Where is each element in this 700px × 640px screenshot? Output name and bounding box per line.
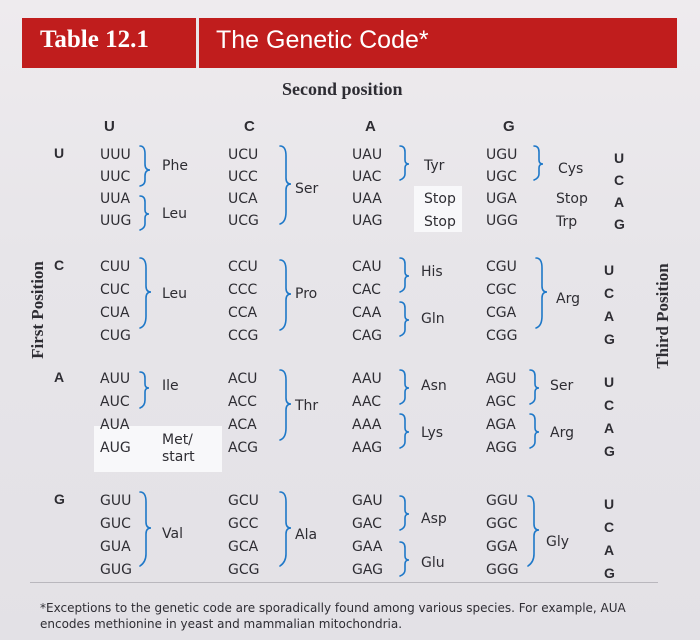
codon-cga: CGA — [486, 305, 517, 321]
brace-pro — [280, 260, 291, 330]
codon-ucc: UCC — [228, 169, 258, 185]
codon-gca: GCA — [228, 539, 259, 555]
codon-uag: UAG — [352, 213, 383, 229]
aa-cys: Cys — [558, 161, 584, 177]
codon-auc: AUC — [100, 394, 130, 410]
aa-ala: Ala — [295, 527, 318, 543]
codon-ccg: CCG — [228, 328, 259, 344]
codon-ucg: UCG — [228, 213, 259, 229]
codon-cuc: CUC — [100, 282, 130, 298]
first-position-label: First Position — [28, 261, 47, 359]
brace-arg-cg — [536, 258, 547, 328]
codon-ucu: UCU — [228, 147, 259, 163]
codon-uuu: UUU — [100, 147, 131, 163]
codon-ggc: GGC — [486, 516, 518, 532]
codon-agu: AGU — [486, 371, 517, 387]
codon-gga: GGA — [486, 539, 518, 555]
first-base-g: G — [54, 491, 65, 507]
aa-his: His — [421, 264, 443, 280]
codon-uuc: UUC — [100, 169, 131, 185]
aa-stop-uag: Stop — [424, 214, 456, 230]
codon-ccu: CCU — [228, 259, 258, 275]
codon-caa: CAA — [352, 305, 382, 321]
third-base-g-c: C — [604, 519, 615, 535]
brace-glu — [400, 542, 409, 576]
aa-pro: Pro — [295, 286, 318, 302]
third-base-a-u: U — [604, 374, 615, 390]
aa-lys: Lys — [421, 425, 444, 441]
aa-asn: Asn — [421, 378, 447, 394]
codon-uga: UGA — [486, 191, 517, 207]
codon-cau: CAU — [352, 259, 382, 275]
codon-acu: ACU — [228, 371, 258, 387]
codon-ugu: UGU — [486, 147, 518, 163]
first-base-u: U — [54, 145, 65, 161]
codon-uac: UAC — [352, 169, 382, 185]
third-base-c-c: C — [604, 285, 615, 301]
third-base-u-g: G — [614, 216, 625, 232]
codon-cgc: CGC — [486, 282, 517, 298]
third-base-g-g: G — [604, 565, 615, 581]
codon-aag: AAG — [352, 440, 383, 456]
codon-ugc: UGC — [486, 169, 517, 185]
brace-asn — [400, 370, 409, 404]
brace-cys — [534, 146, 543, 180]
codon-uca: UCA — [228, 191, 258, 207]
codon-aca: ACA — [228, 417, 257, 433]
codon-uaa: UAA — [352, 191, 382, 207]
brace-lys — [400, 414, 409, 448]
aa-stop-uaa: Stop — [424, 191, 456, 207]
codon-ggu: GGU — [486, 493, 518, 509]
third-base-a-a: A — [604, 420, 615, 436]
codon-ugg: UGG — [486, 213, 518, 229]
codon-guc: GUC — [100, 516, 131, 532]
first-base-a: A — [54, 369, 65, 385]
brace-thr — [280, 370, 291, 440]
codon-gcg: GCG — [228, 562, 260, 578]
second-base-c: C — [244, 118, 255, 135]
table-number: Table 12.1 — [40, 26, 149, 53]
third-position-label: Third Position — [653, 263, 672, 369]
brace-ser-ag — [530, 370, 539, 404]
codon-ccc: CCC — [228, 282, 258, 298]
second-base-u: U — [104, 118, 115, 135]
third-base-g-a: A — [604, 542, 615, 558]
footnote-rule — [30, 582, 658, 583]
brace-asp — [400, 496, 409, 530]
codon-uua: UUA — [100, 191, 131, 207]
codon-cuu: CUU — [100, 259, 131, 275]
codon-cgu: CGU — [486, 259, 517, 275]
second-position-label: Second position — [282, 79, 403, 99]
codon-gcc: GCC — [228, 516, 259, 532]
aa-stop-uga: Stop — [556, 191, 588, 207]
codon-gaa: GAA — [352, 539, 383, 555]
header-divider — [196, 18, 199, 68]
aa-thr: Thr — [295, 398, 319, 414]
codon-cag: CAG — [352, 328, 382, 344]
codon-auu: AUU — [100, 371, 131, 387]
third-base-g-u: U — [604, 496, 615, 512]
aa-val: Val — [162, 526, 183, 542]
brace-leu-cu — [140, 258, 151, 328]
codon-aau: AAU — [352, 371, 382, 387]
codon-gac: GAC — [352, 516, 382, 532]
aa-gly: Gly — [546, 534, 570, 550]
first-base-c: C — [54, 257, 65, 273]
third-base-u-c: C — [614, 172, 625, 188]
third-base-a-g: G — [604, 443, 615, 459]
brace-tyr — [400, 146, 409, 180]
aa-met-start: Met/ start — [162, 432, 195, 465]
aa-ser-ag: Ser — [550, 378, 574, 394]
codon-uug: UUG — [100, 213, 132, 229]
third-base-u-a: A — [614, 194, 625, 210]
brace-gln — [400, 302, 409, 336]
aa-gln: Gln — [421, 311, 445, 327]
brace-ala — [280, 492, 291, 566]
third-base-a-c: C — [604, 397, 615, 413]
aa-trp: Trp — [556, 214, 578, 230]
codon-cca: CCA — [228, 305, 258, 321]
codon-cac: CAC — [352, 282, 381, 298]
codon-aua: AUA — [100, 417, 130, 433]
codon-cug: CUG — [100, 328, 131, 344]
brace-ser — [280, 146, 291, 224]
aa-leu-cu: Leu — [162, 286, 188, 302]
aa-phe: Phe — [162, 158, 188, 174]
aa-arg-ag: Arg — [550, 425, 574, 441]
aa-asp: Asp — [421, 511, 447, 527]
third-base-u-u: U — [614, 150, 625, 166]
codon-aug: AUG — [100, 440, 131, 456]
codon-cgg: CGG — [486, 328, 518, 344]
aa-ile: Ile — [162, 378, 179, 394]
codon-ggg: GGG — [486, 562, 519, 578]
codon-acc: ACC — [228, 394, 257, 410]
codon-agc: AGC — [486, 394, 516, 410]
codon-gag: GAG — [352, 562, 384, 578]
codon-aga: AGA — [486, 417, 516, 433]
brace-leu-uu — [140, 196, 149, 230]
codon-uau: UAU — [352, 147, 383, 163]
brace-arg-ag — [530, 414, 539, 448]
third-base-c-g: G — [604, 331, 615, 347]
codon-gua: GUA — [100, 539, 131, 555]
second-base-g: G — [503, 118, 515, 135]
aa-tyr: Tyr — [424, 158, 445, 174]
codon-agg: AGG — [486, 440, 518, 456]
second-base-a: A — [365, 118, 376, 135]
table-title: The Genetic Code* — [216, 26, 429, 54]
brace-phe — [140, 146, 150, 186]
brace-gly — [528, 496, 539, 566]
third-base-c-u: U — [604, 262, 615, 278]
aa-glu: Glu — [421, 555, 445, 571]
codon-cua: CUA — [100, 305, 130, 321]
aa-ser-uc: Ser — [295, 181, 319, 197]
codon-gug: GUG — [100, 562, 132, 578]
aa-leu-uu: Leu — [162, 206, 188, 222]
brace-ile — [140, 372, 149, 408]
codon-aac: AAC — [352, 394, 382, 410]
codon-guu: GUU — [100, 493, 132, 509]
codon-aaa: AAA — [352, 417, 382, 433]
brace-his — [400, 258, 409, 292]
footnote: *Exceptions to the genetic code are sporadically found among various species. For example, AUA encodes methionine in yeast and mammalian mitochondria. — [40, 601, 626, 631]
aa-arg-cg: Arg — [556, 291, 580, 307]
brace-val — [140, 492, 151, 566]
codon-acg: ACG — [228, 440, 258, 456]
codon-gcu: GCU — [228, 493, 259, 509]
codon-gau: GAU — [352, 493, 383, 509]
third-base-c-a: A — [604, 308, 615, 324]
